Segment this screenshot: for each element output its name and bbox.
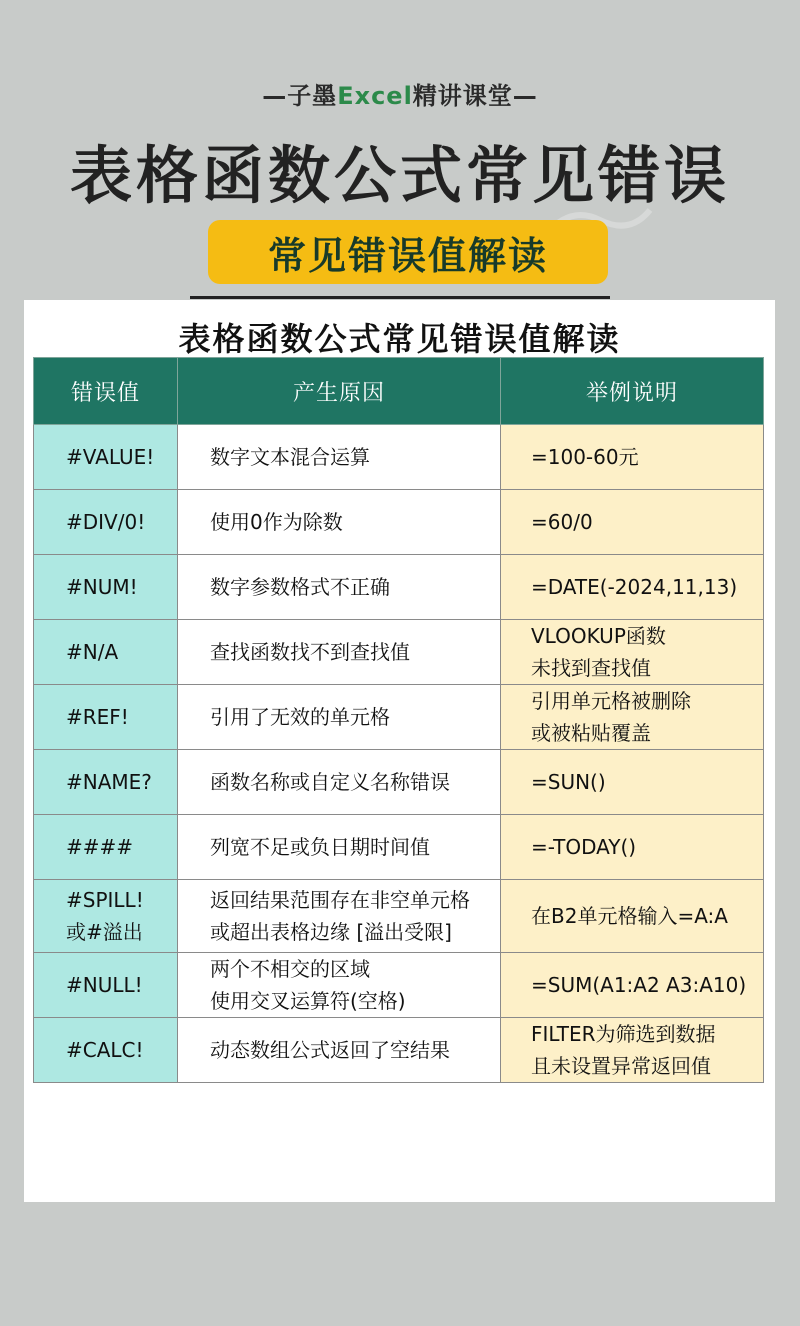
example-cell-text: VLOOKUP函数 <box>531 624 666 648</box>
example-cell-text: 且未设置异常返回值 <box>531 1054 711 1078</box>
cause-cell-text: 或超出表格边缘 [溢出受限] <box>210 920 452 944</box>
error-cell-text: #### <box>66 835 134 859</box>
example-cell-text: =DATE(-2024,11,13) <box>531 575 738 599</box>
table-row <box>34 953 764 1018</box>
cause-cell <box>178 620 501 685</box>
table-card <box>24 300 775 1202</box>
cause-cell <box>178 880 501 953</box>
subtitle-pill: 常见错误值解读 <box>208 220 608 284</box>
error-cell <box>34 750 178 815</box>
cause-cell <box>178 1018 501 1083</box>
cause-cell-text: 查找函数找不到查找值 <box>210 640 410 664</box>
example-cell <box>501 620 764 685</box>
cause-cell <box>178 685 501 750</box>
error-cell <box>34 953 178 1018</box>
cause-cell-text: 返回结果范围存在非空单元格 <box>210 888 470 912</box>
table-row <box>34 685 764 750</box>
example-cell-text: =-TODAY() <box>531 835 637 859</box>
cause-cell-text: 数字文本混合运算 <box>210 445 370 469</box>
error-cell <box>34 685 178 750</box>
error-cell-text: #NUM! <box>66 575 138 599</box>
cause-cell-text: 函数名称或自定义名称错误 <box>210 770 450 794</box>
error-cell <box>34 880 178 953</box>
error-cell-text: #NULL! <box>66 973 143 997</box>
table-row <box>34 555 764 620</box>
error-cell <box>34 555 178 620</box>
example-cell-text: 引用单元格被删除 <box>531 689 691 713</box>
cause-cell-text: 引用了无效的单元格 <box>210 705 390 729</box>
error-cell-text: #VALUE! <box>66 445 155 469</box>
header-cause: 产生原因 <box>178 358 501 425</box>
error-cell <box>34 620 178 685</box>
example-cell-text: 未找到查找值 <box>531 656 651 680</box>
example-cell-text: =60/0 <box>531 510 593 534</box>
example-cell <box>501 425 764 490</box>
example-cell <box>501 555 764 620</box>
brand-suffix: 精讲课堂— <box>412 82 538 110</box>
brand-excel: Excel <box>337 82 413 110</box>
table-title: 表格函数公式常见错误值解读 <box>178 320 621 358</box>
header-error: 错误值 <box>34 358 178 425</box>
error-cell <box>34 425 178 490</box>
error-cell-text: #N/A <box>66 640 119 664</box>
error-cell-text: #REF! <box>66 705 129 729</box>
brand-prefix: —子墨 <box>262 82 338 110</box>
error-table <box>33 357 764 1083</box>
example-cell <box>501 815 764 880</box>
example-cell-text: 或被粘贴覆盖 <box>531 721 651 745</box>
table-row <box>34 425 764 490</box>
cause-cell <box>178 953 501 1018</box>
cause-cell-text: 列宽不足或负日期时间值 <box>210 835 430 859</box>
error-cell-text: 或#溢出 <box>66 920 143 944</box>
example-cell <box>501 953 764 1018</box>
error-cell <box>34 490 178 555</box>
error-cell-text: #NAME? <box>66 770 152 794</box>
cause-cell-text: 使用0作为除数 <box>210 510 343 534</box>
example-cell <box>501 1018 764 1083</box>
error-cell <box>34 815 178 880</box>
main-title: 表格函数公式常见错误 <box>69 139 730 212</box>
example-cell-text: =SUM(A1:A2 A3:A10) <box>531 973 747 997</box>
table-row <box>34 490 764 555</box>
table-row <box>34 880 764 953</box>
table-header-row <box>34 358 764 425</box>
cause-cell <box>178 490 501 555</box>
example-cell-text: =SUN() <box>531 770 606 794</box>
example-cell <box>501 490 764 555</box>
cause-cell <box>178 425 501 490</box>
table-row <box>34 620 764 685</box>
error-cell <box>34 1018 178 1083</box>
example-cell-text: FILTER为筛选到数据 <box>531 1022 716 1046</box>
table-row <box>34 750 764 815</box>
error-cell-text: #DIV/0! <box>66 510 146 534</box>
cause-cell-text: 两个不相交的区域 <box>210 957 370 981</box>
table-row <box>34 815 764 880</box>
cause-cell <box>178 555 501 620</box>
example-cell <box>501 880 764 953</box>
cause-cell <box>178 815 501 880</box>
cause-cell-text: 使用交叉运算符(空格) <box>210 989 406 1013</box>
header-example: 举例说明 <box>501 358 764 425</box>
title-underline <box>190 296 610 299</box>
cause-cell-text: 数字参数格式不正确 <box>210 575 390 599</box>
example-cell-text: 在B2单元格输入=A:A <box>531 904 728 928</box>
example-cell-text: =100-60元 <box>531 445 639 469</box>
table-row <box>34 1018 764 1083</box>
error-cell-text: #CALC! <box>66 1038 144 1062</box>
example-cell <box>501 685 764 750</box>
cause-cell <box>178 750 501 815</box>
error-cell-text: #SPILL! <box>66 888 144 912</box>
cause-cell-text: 动态数组公式返回了空结果 <box>210 1038 450 1062</box>
example-cell <box>501 750 764 815</box>
brand-line <box>0 76 800 111</box>
